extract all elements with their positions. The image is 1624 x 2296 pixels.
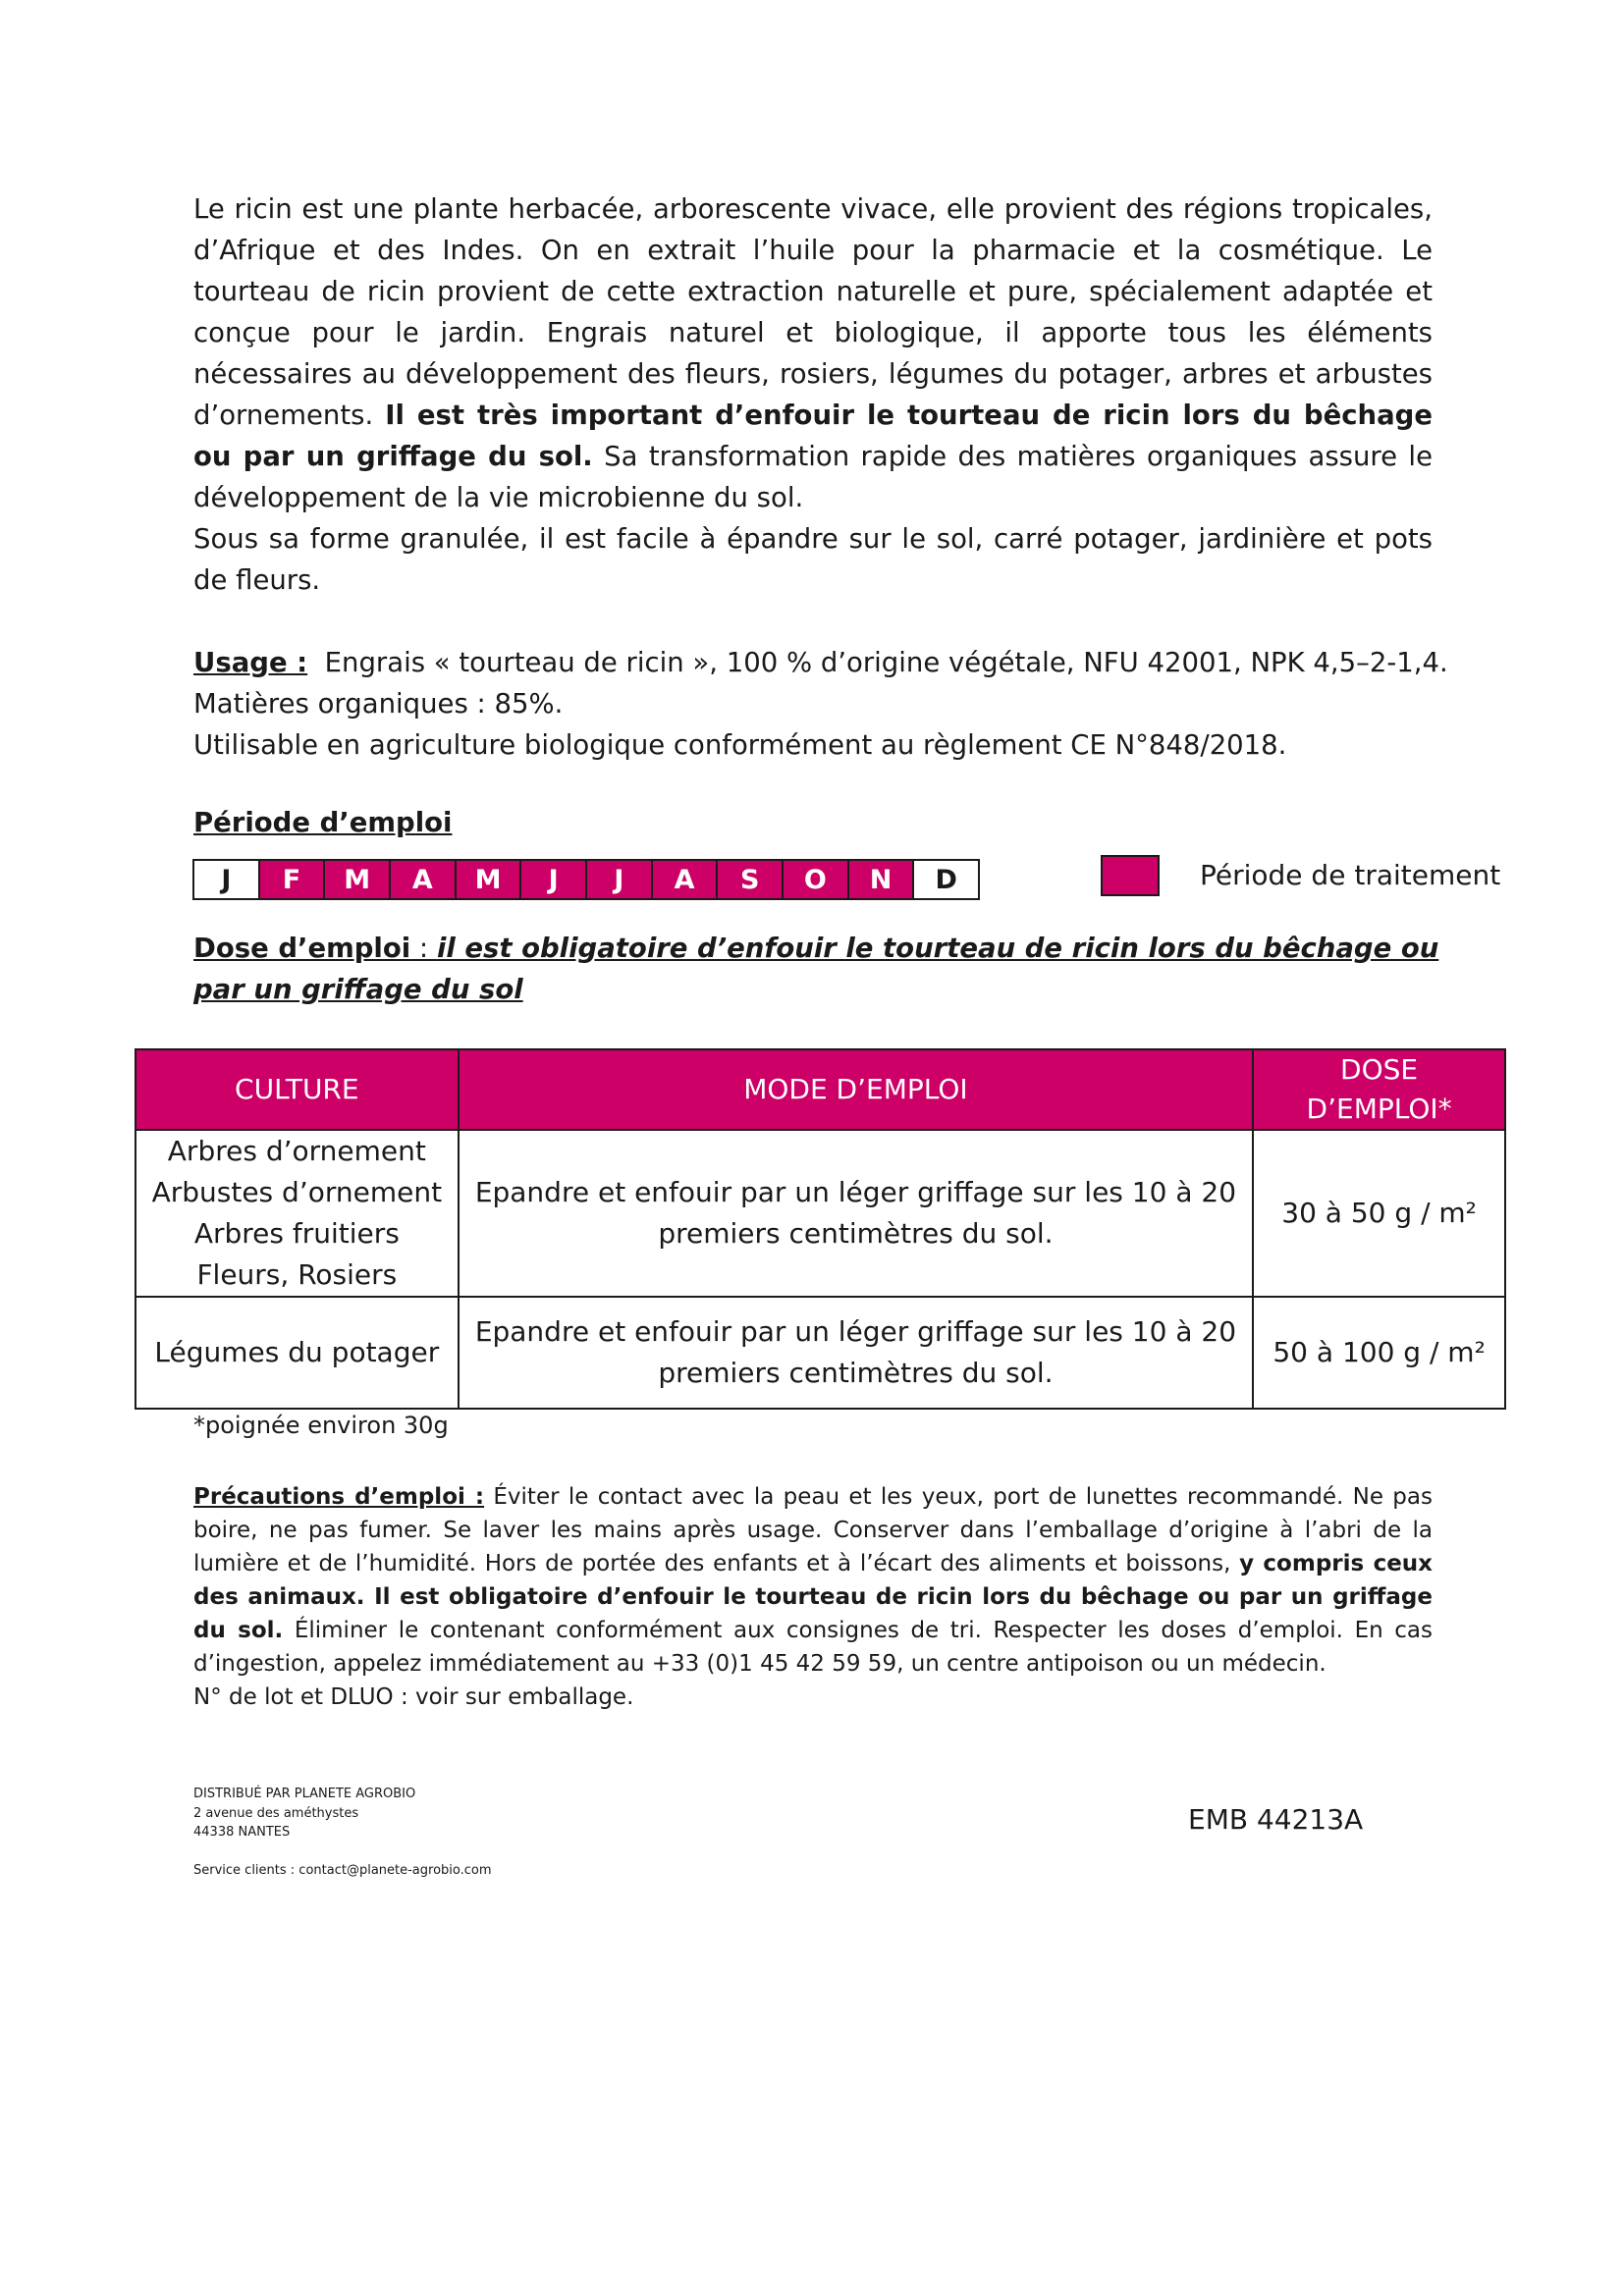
- dose-heading-separator: :: [410, 933, 437, 964]
- culture-item: Arbres fruitiers: [193, 1217, 400, 1250]
- distributor-address-1: 2 avenue des améthystes: [193, 1805, 359, 1821]
- cell-dose: 50 à 100 g / m²: [1253, 1297, 1505, 1409]
- intro-text: Le ricin est une plante herbacée, arborescente vivace, elle provient des régions tropicales, d’Afrique et des Indes. On en extrait l’huile pour la pharmacie et la cosmétique. Le tourteau de ricin provient de cette extraction naturelle et pure, spécialement adaptée et conçue pour le jardin. Engrais naturel et biologique, il apporte tous les éléments nécessaires au développement des fleurs, rosiers, légumes du potager, arbres et arbustes d’ornements.: [193, 193, 1433, 431]
- lot-info: N° de lot et DLUO : voir sur emballage.: [193, 1684, 634, 1710]
- precautions-bold-warning: y compris ceux des animaux. Il est obligatoire d’enfouir le tourteau de ricin lors du bêchage ou par un griffage du sol.: [193, 1551, 1434, 1643]
- header-dose-line-1: DOSE: [1340, 1053, 1419, 1086]
- usage-line-3: Utilisable en agriculture biologique conformément au règlement CE N°848/2018.: [193, 729, 1287, 761]
- month-calendar: [192, 859, 980, 900]
- table-footnote: *poignée environ 30g: [193, 1412, 449, 1439]
- table-header-row: [135, 1049, 1505, 1130]
- mode-line-1: Epandre et enfouir par un léger griffage sur les 10 à 20: [474, 1315, 1237, 1348]
- intro-text-continued: Sa transformation rapide des matières organiques assure le développement de la vie microbienne du sol.: [193, 441, 1433, 513]
- culture-item: Fleurs, Rosiers: [196, 1258, 398, 1291]
- month-cell: D: [935, 864, 957, 895]
- cell-culture: [135, 1297, 459, 1409]
- header-dose-line-2: D’EMPLOI*: [1306, 1093, 1452, 1125]
- mode-line-1: Epandre et enfouir par un léger griffage sur les 10 à 20: [474, 1176, 1237, 1208]
- cell-culture: [135, 1130, 459, 1297]
- month-cell: O: [784, 861, 849, 898]
- precautions-label: Précautions d’emploi :: [193, 1484, 485, 1510]
- distributor-address-2: 44338 NANTES: [193, 1825, 291, 1840]
- header-dose: [1253, 1049, 1505, 1130]
- dose-heading-text: il est obligatoire d’enfouir le tourteau de ricin lors du bêchage ou par un griffage du sol: [193, 933, 1439, 1005]
- month-cell: M: [325, 861, 391, 898]
- table-row: [135, 1297, 1505, 1409]
- service-contact: Service clients : contact@planete-agrobio.com: [193, 1863, 492, 1878]
- precautions-text-continued: Éliminer le contenant conformément aux consignes de tri. Respecter les doses d’emploi. En cas d’ingestion, appelez immédiatement au +33 (0)1 45 42 59 59, un centre antipoison ou un médecin.: [193, 1618, 1433, 1677]
- culture-item: Arbustes d’ornement: [151, 1176, 443, 1208]
- month-cell: A: [653, 861, 719, 898]
- mode-line-2: premiers centimètres du sol.: [658, 1217, 1054, 1250]
- month-cell: S: [718, 861, 784, 898]
- usage-line-1: Engrais « tourteau de ricin », 100 % d’origine végétale, NFU 42001, NPK 4,5–2-1,4.: [324, 647, 1448, 678]
- header-culture: CULTURE: [135, 1049, 459, 1130]
- precautions-section: [193, 1480, 1433, 1714]
- month-cell: M: [457, 861, 522, 898]
- legend-label: Période de traitement: [1200, 859, 1501, 891]
- distributor-name: DISTRIBUÉ PAR PLANETE AGROBIO: [193, 1787, 416, 1801]
- table-row: [135, 1130, 1505, 1297]
- dose-table: [135, 1048, 1506, 1410]
- culture-item: Arbres d’ornement: [167, 1135, 426, 1167]
- intro-paragraph: [193, 188, 1433, 601]
- cell-mode: [459, 1297, 1254, 1409]
- periode-title: Période d’emploi: [193, 807, 453, 838]
- intro-granule-text: Sous sa forme granulée, il est facile à épandre sur le sol, carré potager, jardinière et pots de fleurs.: [193, 523, 1433, 596]
- usage-section: [193, 642, 1460, 766]
- month-cell: J: [587, 861, 653, 898]
- emb-code: EMB 44213A: [1188, 1803, 1364, 1836]
- month-cell: J: [521, 861, 587, 898]
- precautions-text: Éviter le contact avec la peau et les yeux, port de lunettes recommandé. Ne pas boire, ne pas fumer. Se laver les mains après usage. Conserver dans l’emballage d’origine à l’abri de la lumière et de l’humidité. Hors de portée des enfants et à l’écart des aliments et boissons,: [193, 1484, 1433, 1576]
- mode-line-2: premiers centimètres du sol.: [658, 1357, 1054, 1389]
- usage-label: Usage :: [193, 647, 308, 678]
- usage-line-2: Matières organiques : 85%.: [193, 688, 564, 720]
- distributor-block: [193, 1785, 415, 1842]
- culture-item: Légumes du potager: [154, 1336, 440, 1368]
- cell-mode: [459, 1130, 1254, 1297]
- month-cell: F: [260, 861, 326, 898]
- month-cell: N: [849, 861, 915, 898]
- dose-heading: [193, 928, 1470, 1010]
- cell-dose: 30 à 50 g / m²: [1253, 1130, 1505, 1297]
- legend-swatch: [1101, 855, 1160, 896]
- dose-heading-label: Dose d’emploi: [193, 933, 411, 964]
- header-mode: MODE D’EMPLOI: [459, 1049, 1254, 1130]
- month-cell: A: [391, 861, 457, 898]
- intro-bold-warning: Il est très important d’enfouir le tourteau de ricin lors du bêchage ou par un griffage du sol.: [193, 400, 1433, 472]
- month-cell: J: [194, 861, 260, 898]
